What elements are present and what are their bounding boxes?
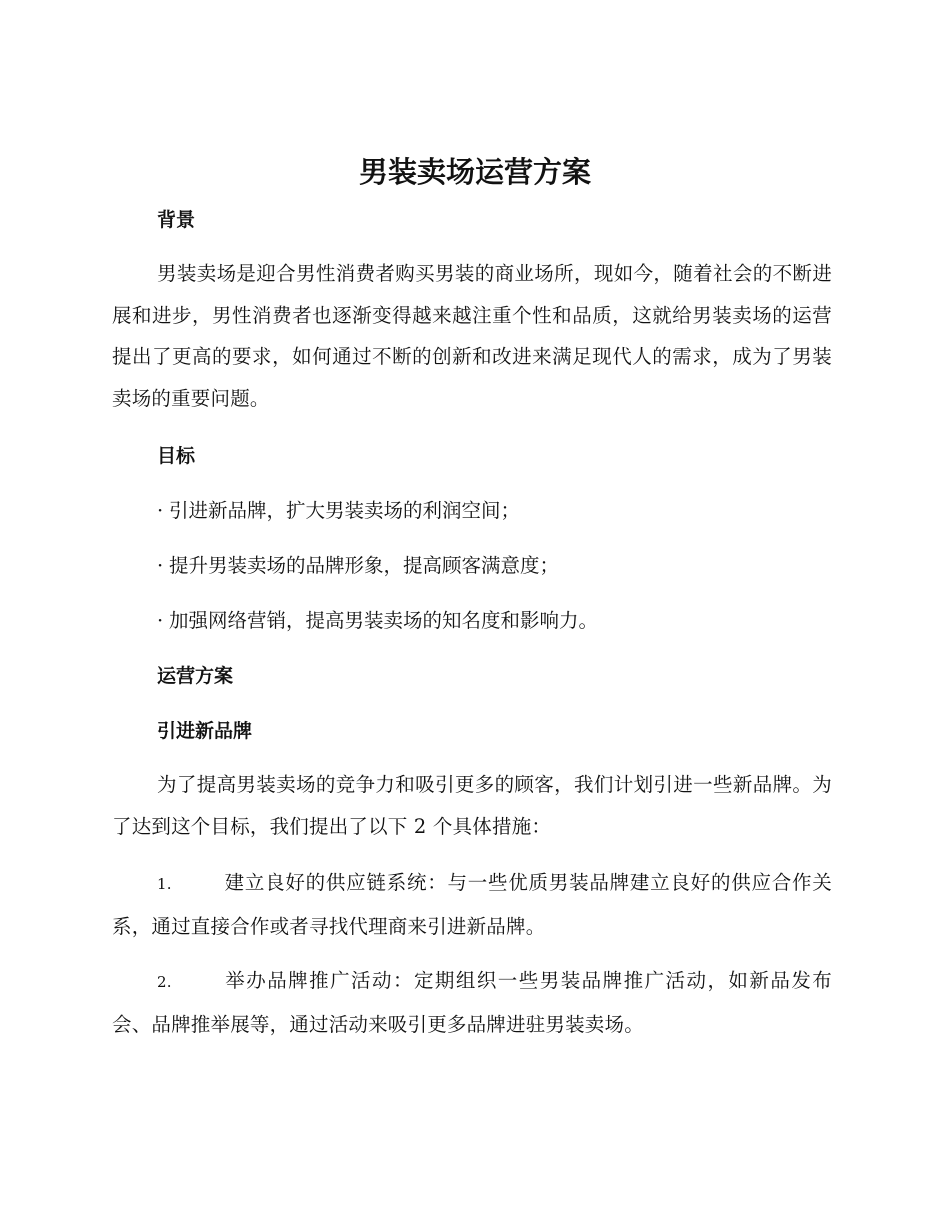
section-heading-plan: 运营方案	[157, 665, 234, 687]
section-heading-background: 背景	[157, 209, 196, 231]
goal-item-text: 提升男装卖场的品牌形象，提高顾客满意度；	[169, 554, 560, 577]
measure-text: 举办品牌推广活动：定期组织一些男装品牌推广活动，如新品发布会、品牌推举展等，通过活动来吸引更多品牌进驻男装卖场。	[112, 969, 832, 1036]
goal-item-2	[157, 552, 559, 580]
measure-item-2	[112, 960, 832, 1045]
measure-number: 2.	[157, 973, 172, 991]
measure-item-1	[112, 862, 832, 947]
goal-item-3	[157, 607, 598, 635]
measure-text: 建立良好的供应链系统：与一些优质男装品牌建立良好的供应合作关系，通过直接合作或者寻找代理商来引进新品牌。	[112, 871, 832, 938]
section-heading-goals: 目标	[157, 445, 196, 467]
new-brands-paragraph: 为了提高男装卖场的竞争力和吸引更多的顾客，我们计划引进一些新品牌。为了达到这个目标，我们提出了以下 2 个具体措施：	[112, 773, 832, 838]
goal-item-text: 加强网络营销，提高男装卖场的知名度和影响力。	[169, 609, 599, 632]
measure-number: 1.	[157, 875, 172, 893]
goal-item-text: 引进新品牌，扩大男装卖场的利润空间；	[169, 499, 521, 522]
background-paragraph: 男装卖场是迎合男性消费者购买男装的商业场所，现如今，随着社会的不断进展和进步，男性消费者也逐渐变得越来越注重个性和品质，这就给男装卖场的运营提出了更高的要求，如何通过不断的创新和改进来满足现代人的需求，成为了男装卖场的重要问题。	[112, 262, 832, 410]
goal-item-1	[157, 497, 520, 525]
subsection-heading-new-brands: 引进新品牌	[157, 720, 253, 742]
bullet-icon: ·	[157, 499, 164, 522]
bullet-icon: ·	[157, 554, 164, 577]
document-title: 男装卖场运营方案	[358, 155, 591, 189]
bullet-icon: ·	[157, 609, 164, 632]
